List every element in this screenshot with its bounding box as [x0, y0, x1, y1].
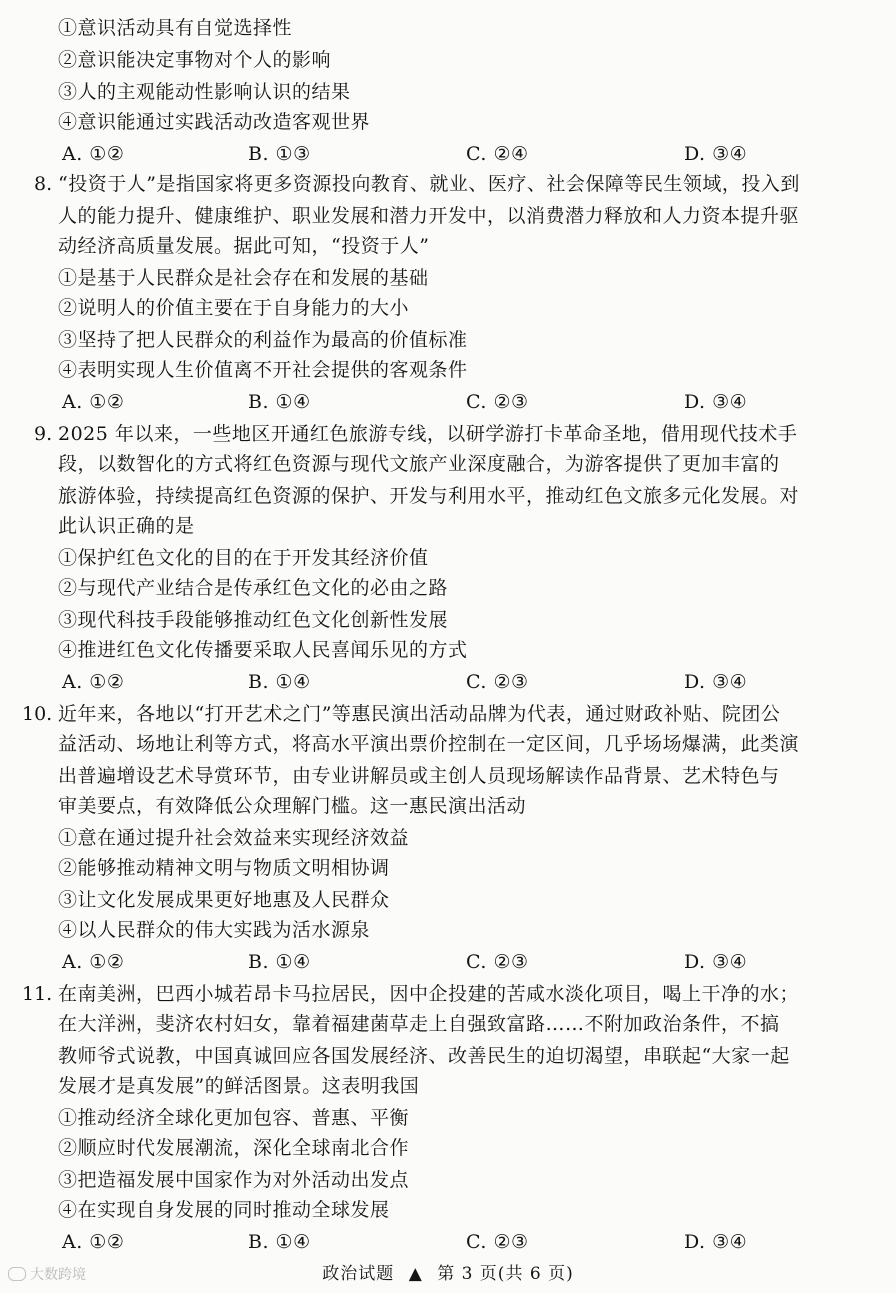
watermark-text: 大数跨境 [30, 1267, 86, 1283]
q7-option-d: D. ③④ [684, 143, 748, 165]
q10-stem-line-3: 出普遍增设艺术导赏环节，由专业讲解员或主创人员现场解读作品背景、艺术特色与 [58, 765, 780, 787]
q9-stem-line-4: 此认识正确的是 [58, 515, 195, 537]
q11-option-d: D. ③④ [684, 1231, 748, 1253]
q7-option-c: C. ②④ [466, 143, 529, 165]
q9-statement-3: ③现代科技手段能够推动红色文化创新性发展 [58, 609, 449, 631]
q10-option-b: B. ①④ [248, 951, 311, 973]
q11-stem-line-4: 发展才是真发展”的鲜活图景。这表明我国 [58, 1075, 420, 1097]
q11-stem-line-1: 在南美洲，巴西小城若昂卡马拉居民，因中企投建的苦咸水淡化项目，喝上干净的水； [58, 983, 800, 1005]
q7-option-a: A. ①② [62, 143, 125, 165]
q10-statement-3: ③让文化发展成果更好地惠及人民群众 [58, 889, 390, 911]
q8-stem-line-3: 动经济高质量发展。据此可知，“投资于人” [58, 235, 430, 257]
q8-statement-1: ①是基于人民群众是社会存在和发展的基础 [58, 267, 429, 289]
q8-option-b: B. ①④ [248, 391, 311, 413]
q7-statement-1: ①意识活动具有自觉选择性 [58, 17, 293, 39]
q7-statement-3: ③人的主观能动性影响认识的结果 [58, 81, 351, 103]
q8-option-d: D. ③④ [684, 391, 748, 413]
q10-statement-4: ④以人民群众的伟大实践为活水源泉 [58, 919, 371, 941]
q11-number: 11. [22, 983, 53, 1005]
q11-statement-1: ①推动经济全球化更加包容、普惠、平衡 [58, 1107, 410, 1129]
q11-option-a: A. ①② [62, 1231, 125, 1253]
q10-statement-2: ②能够推动精神文明与物质文明相协调 [58, 857, 390, 879]
q8-stem-line-2: 人的能力提升、健康维护、职业发展和潜力开发中，以消费潜力释放和人力资本提升驱 [58, 205, 800, 227]
q9-option-a: A. ①② [62, 671, 125, 693]
q8-statement-3: ③坚持了把人民群众的利益作为最高的价值标准 [58, 329, 468, 351]
q10-number: 10. [22, 703, 53, 725]
q8-option-a: A. ①② [62, 391, 125, 413]
q9-stem-line-2: 段，以数智化的方式将红色资源与现代文旅产业深度融合，为游客提供了更加丰富的 [58, 453, 780, 475]
q9-option-b: B. ①④ [248, 671, 311, 693]
q9-stem-line-1: 2025 年以来，一些地区开通红色旅游专线，以研学游打卡革命圣地，借用现代技术手 [58, 423, 798, 445]
q9-option-d: D. ③④ [684, 671, 748, 693]
q10-option-a: A. ①② [62, 951, 125, 973]
q11-statement-3: ③把造福发展中国家作为对外活动出发点 [58, 1169, 410, 1191]
q8-stem-line-1: “投资于人”是指国家将更多资源投向教育、就业、医疗、社会保障等民生领域，投入到 [58, 173, 800, 195]
q9-statement-4: ④推进红色文化传播要采取人民喜闻乐见的方式 [58, 639, 468, 661]
q8-statement-4: ④表明实现人生价值离不开社会提供的客观条件 [58, 359, 468, 381]
q8-statement-2: ②说明人的价值主要在于自身能力的大小 [58, 297, 410, 319]
q11-statement-4: ④在实现自身发展的同时推动全球发展 [58, 1199, 390, 1221]
q9-option-c: C. ②③ [466, 671, 529, 693]
q11-stem-line-3: 教师爷式说教，中国真诚回应各国发展经济、改善民生的迫切渴望，串联起“大家一起 [58, 1045, 790, 1067]
q11-option-b: B. ①④ [248, 1231, 311, 1253]
q8-number: 8. [34, 173, 53, 195]
q9-statement-1: ①保护红色文化的目的在于开发其经济价值 [58, 547, 429, 569]
q10-stem-line-1: 近年来，各地以“打开艺术之门”等惠民演出活动品牌为代表，通过财政补贴、院团公 [58, 703, 781, 725]
q7-statement-2: ②意识能决定事物对个人的影响 [58, 49, 332, 71]
q10-stem-line-4: 审美要点，有效降低公众理解门槛。这一惠民演出活动 [58, 795, 527, 817]
q8-option-c: C. ②③ [466, 391, 529, 413]
q7-option-b: B. ①③ [248, 143, 311, 165]
q9-number: 9. [34, 423, 53, 445]
q10-stem-line-2: 益活动、场地让利等方式，将高水平演出票价控制在一定区间，几乎场场爆满，此类演 [58, 733, 800, 755]
q7-statement-4: ④意识能通过实践活动改造客观世界 [58, 111, 371, 133]
footer-subject: 政治试题 [322, 1264, 395, 1284]
watermark-logo-icon [8, 1267, 26, 1281]
watermark [8, 1264, 86, 1284]
q10-option-c: C. ②③ [466, 951, 529, 973]
footer-page-number: 第 3 页(共 6 页) [437, 1264, 574, 1284]
q11-stem-line-2: 在大洋洲，斐济农村妇女，靠着福建菌草走上自强致富路……不附加政治条件，不搞 [58, 1013, 780, 1035]
q10-statement-1: ①意在通过提升社会效益来实现经济效益 [58, 827, 410, 849]
q9-statement-2: ②与现代产业结合是传承红色文化的必由之路 [58, 577, 449, 599]
q11-option-c: C. ②③ [466, 1231, 529, 1253]
q9-stem-line-3: 旅游体验，持续提高红色资源的保护、开发与利用水平，推动红色文旅多元化发展。对 [58, 485, 800, 507]
triangle-icon: ▲ [408, 1264, 423, 1284]
q10-option-d: D. ③④ [684, 951, 748, 973]
page-footer [0, 1262, 896, 1286]
q11-statement-2: ②顺应时代发展潮流，深化全球南北合作 [58, 1137, 410, 1159]
